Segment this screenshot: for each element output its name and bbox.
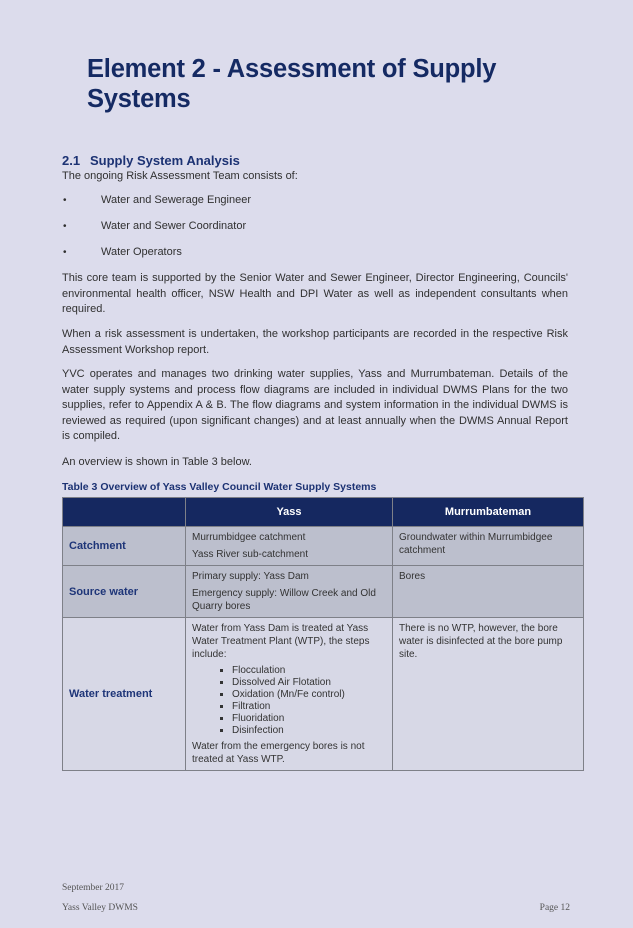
row-label: Catchment <box>63 527 186 566</box>
table-caption: Table 3 Overview of Yass Valley Council Water Supply Systems <box>62 481 377 493</box>
cell-yass: Murrumbidgee catchment Yass River sub-catchment <box>186 527 393 566</box>
table-row <box>63 566 584 618</box>
cell-murrumbateman: Groundwater within Murrumbidgee catchment <box>393 527 584 566</box>
footer-document: Yass Valley DWMS <box>62 903 138 913</box>
table-row <box>63 527 584 566</box>
page-number: Page 12 <box>539 903 570 913</box>
list-item: ▪ Fluoridation <box>232 713 387 725</box>
page-heading: Element 2 - Assessment of Supply Systems <box>87 55 497 113</box>
document-page: Element 2 - Assessment of Supply Systems 2.1 Supply System Analysis The ongoing Risk Assessment Team consists of: • Water and Sewerage Engineer • Water and Sewer Coordinator • Water Operators This core team is supported by the Senior Water and Sewer Engineer, Director Engineering, Councils' environmental health officer, NSW Health and DPI Water as well as independent consultants when required. When a risk assessment is undertaken, the workshop participants are recorded in the respective Risk Assessment Workshop report. YVC operates and manages two drinking water supplies, Yass and Murrumbateman. Details of the water supply systems and process flow diagrams are included in individual DWMS Plans for the two supplies, refer to Appendix A & B. The flow diagrams and system information in the individual DWMS is reviewed as required (upon significant changes) and at least annually when the DWMS Annual Report is compiled. An overview is shown in Table 3 below. Table 3 Overview of Yass Valley Council Water Supply Systems Yass Murrumbateman Catchment Murrumbidgee catchment Yass River sub-catchment Groundwater within Murrumbidgee catchment Source water Primary supply: Yass Dam Emergency supply: Willow Creek and Old Quarry bores Bores Water treatment Water from Yass Dam is treated at Yass Water Treatment Plant (WTP), the steps include: ▪ Flocculation ▪ Dissolved Air Flotation ▪ Oxidation (Mn/Fe control) ▪ Filtration ▪ Fluoridation ▪ Disinfection Water from the emergency bores is not treated at Yass WTP. There is no WTP, however, the bore water is disinfected at the bore pump site. September 2017 Yass Valley DWMS Page 12 <box>0 0 633 928</box>
cell-murrumbateman: There is no WTP, however, the bore water is disinfected at the bore pump site. <box>393 618 584 771</box>
cell-yass: Water from Yass Dam is treated at Yass Water Treatment Plant (WTP), the steps include: ▪ Flocculation ▪ Dissolved Air Flotation ▪ Oxidation (Mn/Fe control) ▪ Filtration ▪ Fluoridation ▪ Disinfection Water from the emergency bores is not treated at Yass WTP. <box>186 618 393 771</box>
row-label: Source water <box>63 566 186 618</box>
cell-murrumbateman: Bores <box>393 566 584 618</box>
treatment-steps-list <box>192 665 387 737</box>
footer-date: September 2017 <box>62 883 125 893</box>
table-header-row <box>63 498 584 527</box>
section-title: Supply System Analysis <box>90 153 240 168</box>
list-item: ▪ Disinfection <box>232 725 387 737</box>
intro-paragraph: The ongoing Risk Assessment Team consists of: <box>62 170 298 182</box>
row-label: Water treatment <box>63 618 186 771</box>
paragraph-workshop: When a risk assessment is undertaken, the workshop participants are recorded in the respective Risk Assessment Workshop report. <box>62 328 568 356</box>
supply-systems-table <box>62 497 584 771</box>
paragraph-support: This core team is supported by the Senior Water and Sewer Engineer, Director Engineering, Councils' environmental health officer, NSW Health and DPI Water as well as independent consultants when required. <box>62 272 568 315</box>
paragraph-overview: An overview is shown in Table 3 below. <box>62 456 252 468</box>
list-item: ▪ Oxidation (Mn/Fe control) <box>232 689 387 701</box>
paragraph-supplies: YVC operates and manages two drinking water supplies, Yass and Murrumbateman. Details of the water supply systems and process flow diagrams are included in individual DWMS Plans for the two supplies, refer to Appendix A & B. The flow diagrams and system information in the individual DWMS is reviewed as required (upon significant changes) and at least annually when the DWMS Annual Report is compiled. <box>62 368 568 442</box>
header-murrumbateman: Murrumbateman <box>393 498 584 527</box>
list-item: ▪ Flocculation <box>232 665 387 677</box>
section-heading <box>62 153 240 168</box>
header-empty <box>63 498 186 527</box>
list-item: ▪ Dissolved Air Flotation <box>232 677 387 689</box>
bullet-icon: • <box>63 195 67 206</box>
cell-yass: Primary supply: Yass Dam Emergency supply: Willow Creek and Old Quarry bores <box>186 566 393 618</box>
table-row <box>63 618 584 771</box>
bullet-icon: • <box>63 221 67 232</box>
section-number: 2.1 <box>62 153 81 168</box>
bullet-icon: • <box>63 247 67 258</box>
list-item: ▪ Filtration <box>232 701 387 713</box>
header-yass: Yass <box>186 498 393 527</box>
